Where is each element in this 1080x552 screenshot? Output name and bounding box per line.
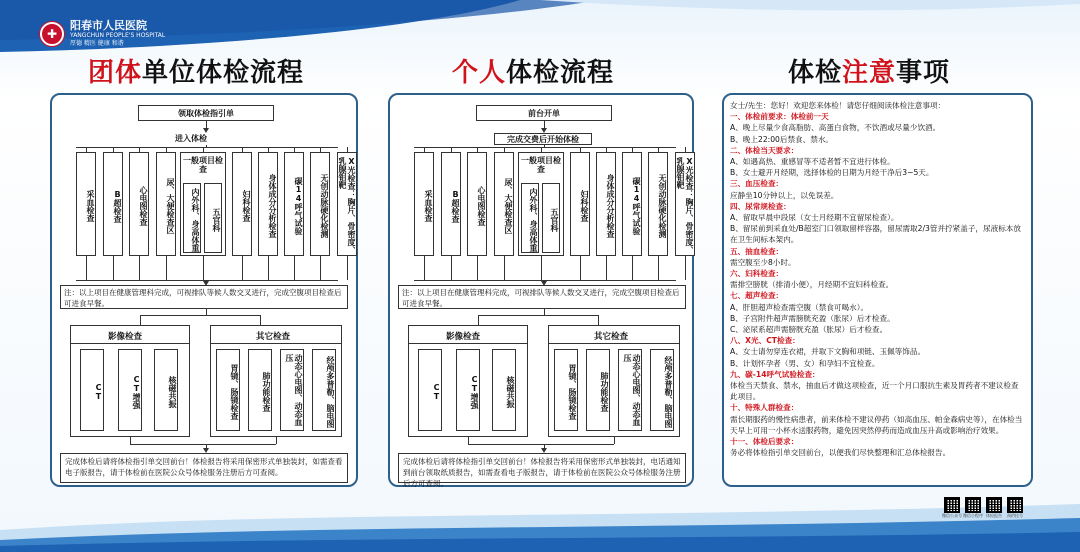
connector-line [139, 256, 140, 280]
connector-line [140, 315, 260, 316]
connector-line [598, 315, 599, 325]
connector-line [614, 437, 615, 444]
hospital-motto: 厚德 精医 健康 和谐 [70, 40, 124, 47]
flow-footer: 完成体检后请将体检指引单交回前台！体检报告将采用保密形式单独装封，电话通知到前台领取纸质报告，如需查看电子版报告，请于体检前在医院公众号体检服务注册后方可查阅。 [398, 453, 686, 483]
notice-section-line: A、留取早晨中段尿（女士月经期不宜留尿检查）。 [730, 213, 899, 223]
notice-title-post: 事项 [896, 58, 951, 88]
exam-item-box: 碳14呼气试验 [622, 152, 642, 256]
qr-caption: 微信小程序 [963, 513, 983, 518]
qr-code-icon [1007, 497, 1023, 513]
connector-line [76, 147, 338, 148]
exam-item-box: 碳14呼气试验 [284, 152, 304, 256]
notice-section-heading: 五、抽血检查： [730, 246, 784, 256]
notice-section-line: 需排空膀胱（排清小便），月经期不宜妇科检查。 [730, 280, 894, 290]
notice-greeting: 女士/先生：您好！欢迎您来体检！请您仔细阅读体检注意事项： [730, 101, 946, 110]
exam-item-box: X光检查：胸片、骨密度、乳腺钼靶 [675, 152, 695, 256]
personal-title [452, 52, 614, 89]
imaging-group-title: 影像检查 [446, 332, 481, 342]
exam-item-box: 心电图检查 [467, 152, 487, 256]
exam-item-box: 心电图检查 [129, 152, 149, 256]
qr-caption: 预约挂号 [1007, 513, 1023, 518]
notice-section-line: 需空腹至少8小时。 [730, 257, 796, 267]
flow-note: 注：以上项目在健康管理科完成，可视排队等候人数交叉进行，完成空腹项目检查后可进食早餐。 [398, 285, 686, 309]
connector-line [658, 256, 659, 280]
connector-line [477, 256, 478, 280]
exam-item-box: 妇科检查 [570, 152, 590, 256]
connector-line [580, 256, 581, 280]
other-item-box: 动态心电图、动态血压 [280, 349, 304, 431]
other-item-box: 肺功能检查 [248, 349, 272, 431]
notice-sections [730, 111, 1026, 458]
qr-caption: 体检报告 [986, 513, 1002, 518]
notice-section-line: B、子宫附件超声需膀胱充盈（胀尿）后才检查。 [730, 313, 895, 323]
other-group-title: 其它检查 [594, 332, 629, 342]
flow-start-box: 领取体检指引单 [138, 105, 274, 121]
connector-line [478, 315, 479, 325]
connector-line [130, 437, 131, 444]
notice-section-line: 应静坐10分钟以上，以免误差。 [730, 190, 839, 200]
imaging-item-box: 核磁共振 [492, 349, 516, 431]
other-item-box: 动态心电图、动态血压 [618, 349, 642, 431]
notice-section-heading: 六、妇科检查： [730, 269, 784, 279]
group-title [88, 52, 304, 89]
connector-line [606, 256, 607, 280]
connector-line [113, 256, 114, 280]
exam-item-box: 采血检查 [414, 152, 434, 256]
exam-item-box: B超检查 [103, 152, 123, 256]
connector-line [206, 145, 207, 148]
connector-line [632, 256, 633, 280]
connector-line [210, 343, 342, 344]
notice-section-heading: 七、超声检查： [730, 291, 784, 301]
qr-code[interactable] [1007, 497, 1023, 519]
imaging-item-box: CT增强 [456, 349, 480, 431]
internal-surgery-box: 内外科、身高体重 [183, 183, 201, 253]
notice-section-line: 需长期服药的慢性病患者，前来体检不建议停药（如高血压、帕金森病史等），在体检当天早上可用一小杯水送服药物，避免因突然停药而造成血压升高或影响治疗效果。 [730, 414, 1023, 435]
notice-section-line: B、留尿前到采血处/B超室门口领取留样容器，留尿需取2/3管并拧紧盖子，尿液标本放在卫生间标本架内。 [730, 224, 1021, 245]
qr-code-icon [965, 497, 981, 513]
notice-title-red: 注意 [842, 58, 897, 88]
connector-line [268, 256, 269, 280]
hospital-emblem-icon: ✚ [40, 22, 64, 46]
other-item-box: 经颅多普勒、脑电图 [650, 349, 674, 431]
bottom-banner [0, 500, 1080, 552]
connector-line [294, 256, 295, 280]
connector-line [504, 256, 505, 280]
connector-line [548, 343, 680, 344]
exam-item-box: B超检查 [441, 152, 461, 256]
connector-line [130, 444, 276, 445]
notice-section-line: B、晚上22:00后禁食、禁水。 [730, 134, 834, 144]
flow-start-box: 前台开单 [476, 105, 612, 121]
personal-title-red: 个人 [452, 58, 507, 88]
connector-line [166, 256, 167, 280]
connector-line [544, 145, 545, 148]
notice-section-line: A、肝胆超声检查需空腹（禁食可喝水）。 [730, 302, 869, 312]
connector-line [468, 437, 469, 444]
connector-line [260, 315, 261, 325]
notice-section-heading: 九、碳-14呼气试验检查： [730, 369, 820, 379]
connector-line [347, 256, 348, 280]
notice-section-heading: 四、尿常规检查： [730, 201, 791, 211]
flow-note: 注：以上项目在健康管理科完成，可视排队等候人数交叉进行，完成空腹项目检查后可进食早餐。 [60, 285, 348, 309]
connector-line [414, 147, 676, 148]
group-title-rest: 单位体检流程 [142, 58, 305, 88]
other-group-title: 其它检查 [256, 332, 291, 342]
imaging-item-box: CT [80, 349, 104, 431]
flow-footer: 完成体检后请将体检指引单交回前台！体检报告将采用保密形式单独装封，如需查看电子版报告，请于体检前在医院公众号体检服务注册后方可查阅。 [60, 453, 348, 483]
exam-item-box: 无创动脉硬化检测 [310, 152, 330, 256]
notice-title-pre: 体检 [788, 58, 843, 88]
connector-line [478, 315, 598, 316]
connector-line [86, 256, 87, 280]
flow-enter-label: 完成交费后开始体检 [494, 133, 592, 145]
notice-title [788, 52, 950, 89]
connector-line [408, 343, 528, 344]
connector-line [276, 437, 277, 444]
other-item-box: 肺功能检查 [586, 349, 610, 431]
imaging-item-box: 核磁共振 [154, 349, 178, 431]
imaging-item-box: CT增强 [118, 349, 142, 431]
connector-line [203, 256, 204, 280]
qr-code[interactable] [965, 497, 981, 519]
notice-section-heading: 八、X光、CT检查： [730, 336, 800, 346]
qr-code-icon [944, 497, 960, 513]
exam-item-box: 无创动脉硬化检测 [648, 152, 668, 256]
notice-section-line: A、女士请勿穿连衣裙，并取下文胸和项链、玉佩等饰品。 [730, 347, 926, 357]
qr-code-icon [986, 497, 1002, 513]
exam-item-box: 身体成分分析检查 [596, 152, 616, 256]
connector-line [468, 444, 614, 445]
qr-code[interactable] [944, 497, 960, 519]
connector-line [320, 256, 321, 280]
imaging-group-title: 影像检查 [108, 332, 143, 342]
connector-line [541, 256, 542, 280]
notice-section-line: 务必将体检指引单交回前台，以便我们尽快整理和汇总体检报告。 [730, 448, 951, 458]
exam-item-box: X光检查：胸片、骨密度、乳腺钼靶 [337, 152, 357, 256]
connector-line [685, 256, 686, 280]
hospital-logo [40, 20, 165, 48]
connector-line [242, 256, 243, 280]
connector-line [140, 315, 141, 325]
qr-code-row [944, 497, 1023, 519]
internal-surgery-box: 内外科、身高体重 [521, 183, 539, 253]
notice-section-line: 体检当天禁食、禁水，抽血后才做这项检查，近一个月口服抗生素及胃药者不建议检查此项目。 [730, 381, 1019, 402]
ent-box: 五官科 [204, 183, 222, 253]
notice-section-heading: 十、特殊人群检查： [730, 403, 799, 413]
exam-item-box: 身体成分分析检查 [258, 152, 278, 256]
notice-content [730, 100, 1026, 459]
general-check-label: 一般项目检查 [520, 156, 562, 178]
notice-section-heading: 二、体检当天要求： [730, 145, 799, 155]
ent-box: 五官科 [542, 183, 560, 253]
other-item-box: 胃镜、肠镜检查 [216, 349, 240, 431]
exam-item-box: 采血检查 [76, 152, 96, 256]
qr-code[interactable] [986, 497, 1002, 519]
exam-item-box: 尿、大便检查区 [156, 152, 176, 256]
qr-caption: 微信公众号 [942, 513, 962, 518]
notice-section-heading: 三、血压检查： [730, 179, 784, 189]
notice-section-heading: 一、体检前要求：体检前一天 [730, 112, 829, 122]
group-title-red: 团体 [88, 58, 143, 88]
connector-line [70, 343, 190, 344]
notice-section-line: C、泌尿系超声需膀胱充盈（胀尿）后才检查。 [730, 325, 888, 335]
connector-line [424, 256, 425, 280]
notice-section-line: A、晚上尽量少食高脂肪、高蛋白食物，不饮酒或尽量少饮酒。 [730, 123, 941, 133]
personal-title-rest: 体检流程 [506, 58, 615, 88]
notice-section-heading: 十一、体检后要求： [730, 437, 799, 447]
notice-section-line: A、如遇高热、重感冒等不适者暂不宜进行体检。 [730, 157, 895, 167]
hospital-english-name: YANGCHUN PEOPLE'S HOSPITAL [70, 32, 166, 39]
exam-item-box: 妇科检查 [232, 152, 252, 256]
other-item-box: 胃镜、肠镜检查 [554, 349, 578, 431]
notice-section-line: B、女士避开月经期，选择体检的日期为月经干净后3~5天。 [730, 168, 934, 178]
hospital-name: 阳春市人民医院 [70, 19, 147, 32]
notice-section-line: B、计划怀孕者（男、女）和孕妇不宜检查。 [730, 358, 880, 368]
connector-line [451, 256, 452, 280]
exam-item-box: 尿、大便检查区 [494, 152, 514, 256]
flow-enter-label: 进入体检 [156, 133, 226, 145]
general-check-label: 一般项目检查 [182, 156, 224, 178]
other-item-box: 经颅多普勒、脑电图 [312, 349, 336, 431]
imaging-item-box: CT [418, 349, 442, 431]
